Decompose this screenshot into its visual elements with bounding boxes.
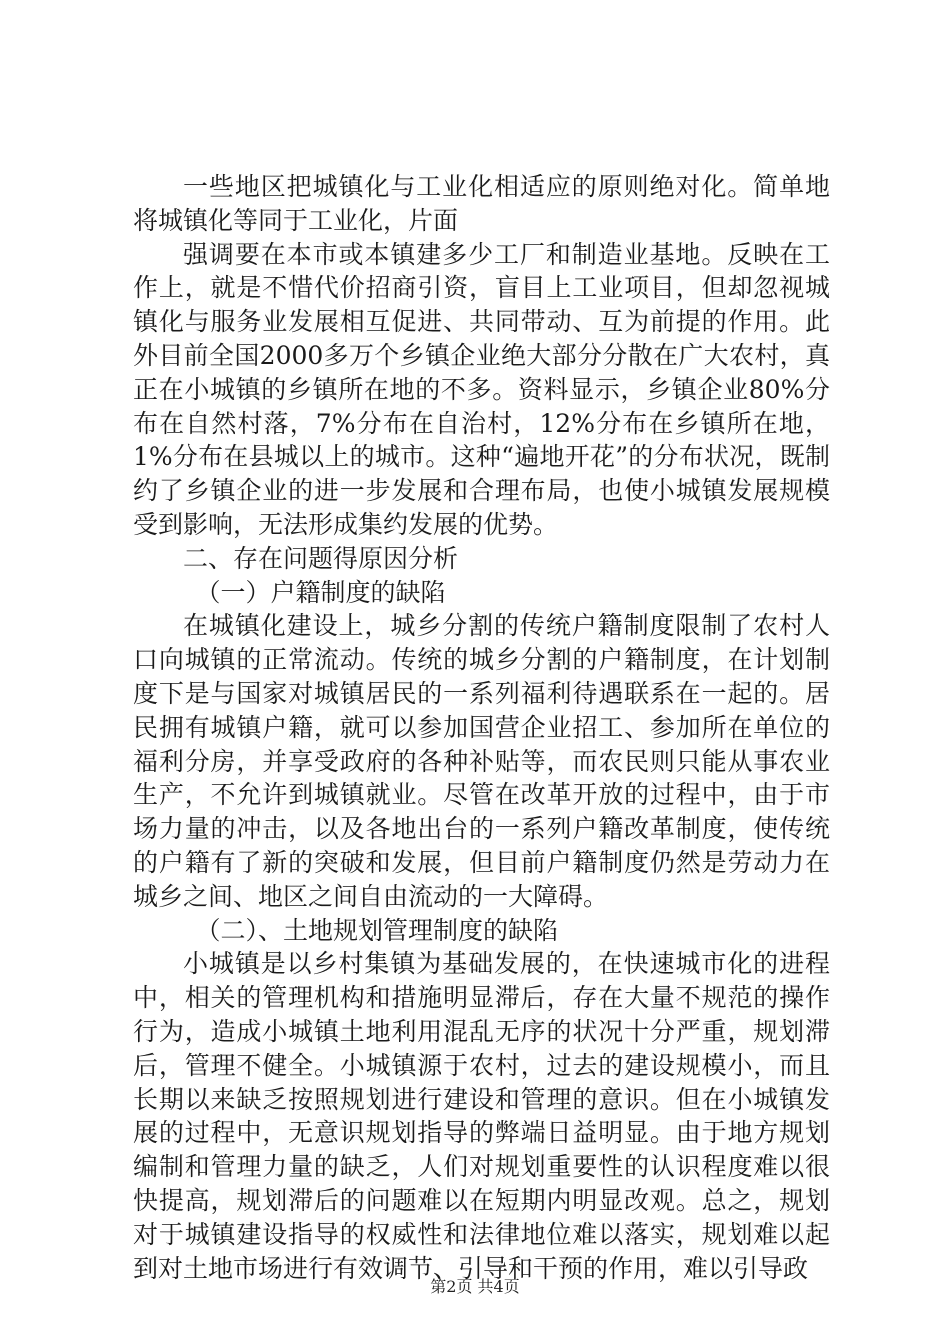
document-body bbox=[133, 170, 830, 1285]
page-number-footer: 第2页 共4页 bbox=[430, 1277, 520, 1296]
paragraph-land-planning: 小城镇是以乡村集镇为基础发展的，在快速城市化的进程中，相关的管理机构和措施明显滞后，存在大量不规范的操作行为，造成小城镇土地利用混乱无序的状况十分严重，规划滞后，管理不健全。小城镇源于农村，过去的建设规模小，而且长期以来缺乏按照规划进行建设和管理的意识。但在小城镇发展的过程中，无意识规划指导的弊端日益明显。由于地方规划编制和管理力量的缺乏，人们对规划重要性的认识程度难以很快提高，规划滞后的问题难以在短期内明显改观。总之，规划对于城镇建设指导的权威性和法律地位难以落实，规划难以起到对土地市场进行有效调节、引导和干预的作用，难以引导政 bbox=[133, 949, 830, 1283]
subsection-heading-land-planning: （二）、土地规划管理制度的缺陷 bbox=[195, 915, 559, 945]
paragraph-industrialization: 强调要在本市或本镇建多少工厂和制造业基地。反映在工作上，就是不惜代价招商引资，盲目上工业项目，但却忽视城镇化与服务业发展相互促进、共同带动、互为前提的作用。此外目前全国2000多万个乡镇企业绝大部分分散在广大农村，真正在小城镇的乡镇所在地的不多。资料显示，乡镇企业80%分布在自然村落，7%分布在自治村，12%分布在乡镇所在地，1%分布在县城以上的城市。这种“遍地开花”的分布状况，既制约了乡镇企业的进一步发展和合理布局，也使小城镇发展规模受到影响，无法形成集约发展的优势。 bbox=[133, 239, 830, 539]
paragraph-household-registration: 在城镇化建设上，城乡分割的传统户籍制度限制了农村人口向城镇的正常流动。传统的城乡分割的户籍制度，在计划制度下是与国家对城镇居民的一系列福利待遇联系在一起的。居民拥有城镇户籍，就可以参加国营企业招工、参加所在单位的福利分房，并享受政府的各种补贴等，而农民则只能从事农业生产，不允许到城镇就业。尽管在改革开放的过程中，由于市场力量的冲击，以及各地出台的一系列户籍改革制度，使传统的户籍有了新的突破和发展，但目前户籍制度仍然是劳动力在城乡之间、地区之间自由流动的一大障碍。 bbox=[133, 611, 830, 911]
section-heading-causes: 二、存在问题得原因分析 bbox=[183, 543, 459, 573]
subsection-heading-household-registration: （一）户籍制度的缺陷 bbox=[195, 577, 446, 607]
paragraph-intro: 一些地区把城镇化与工业化相适应的原则绝对化。简单地将城镇化等同于工业化，片面 bbox=[133, 172, 830, 235]
